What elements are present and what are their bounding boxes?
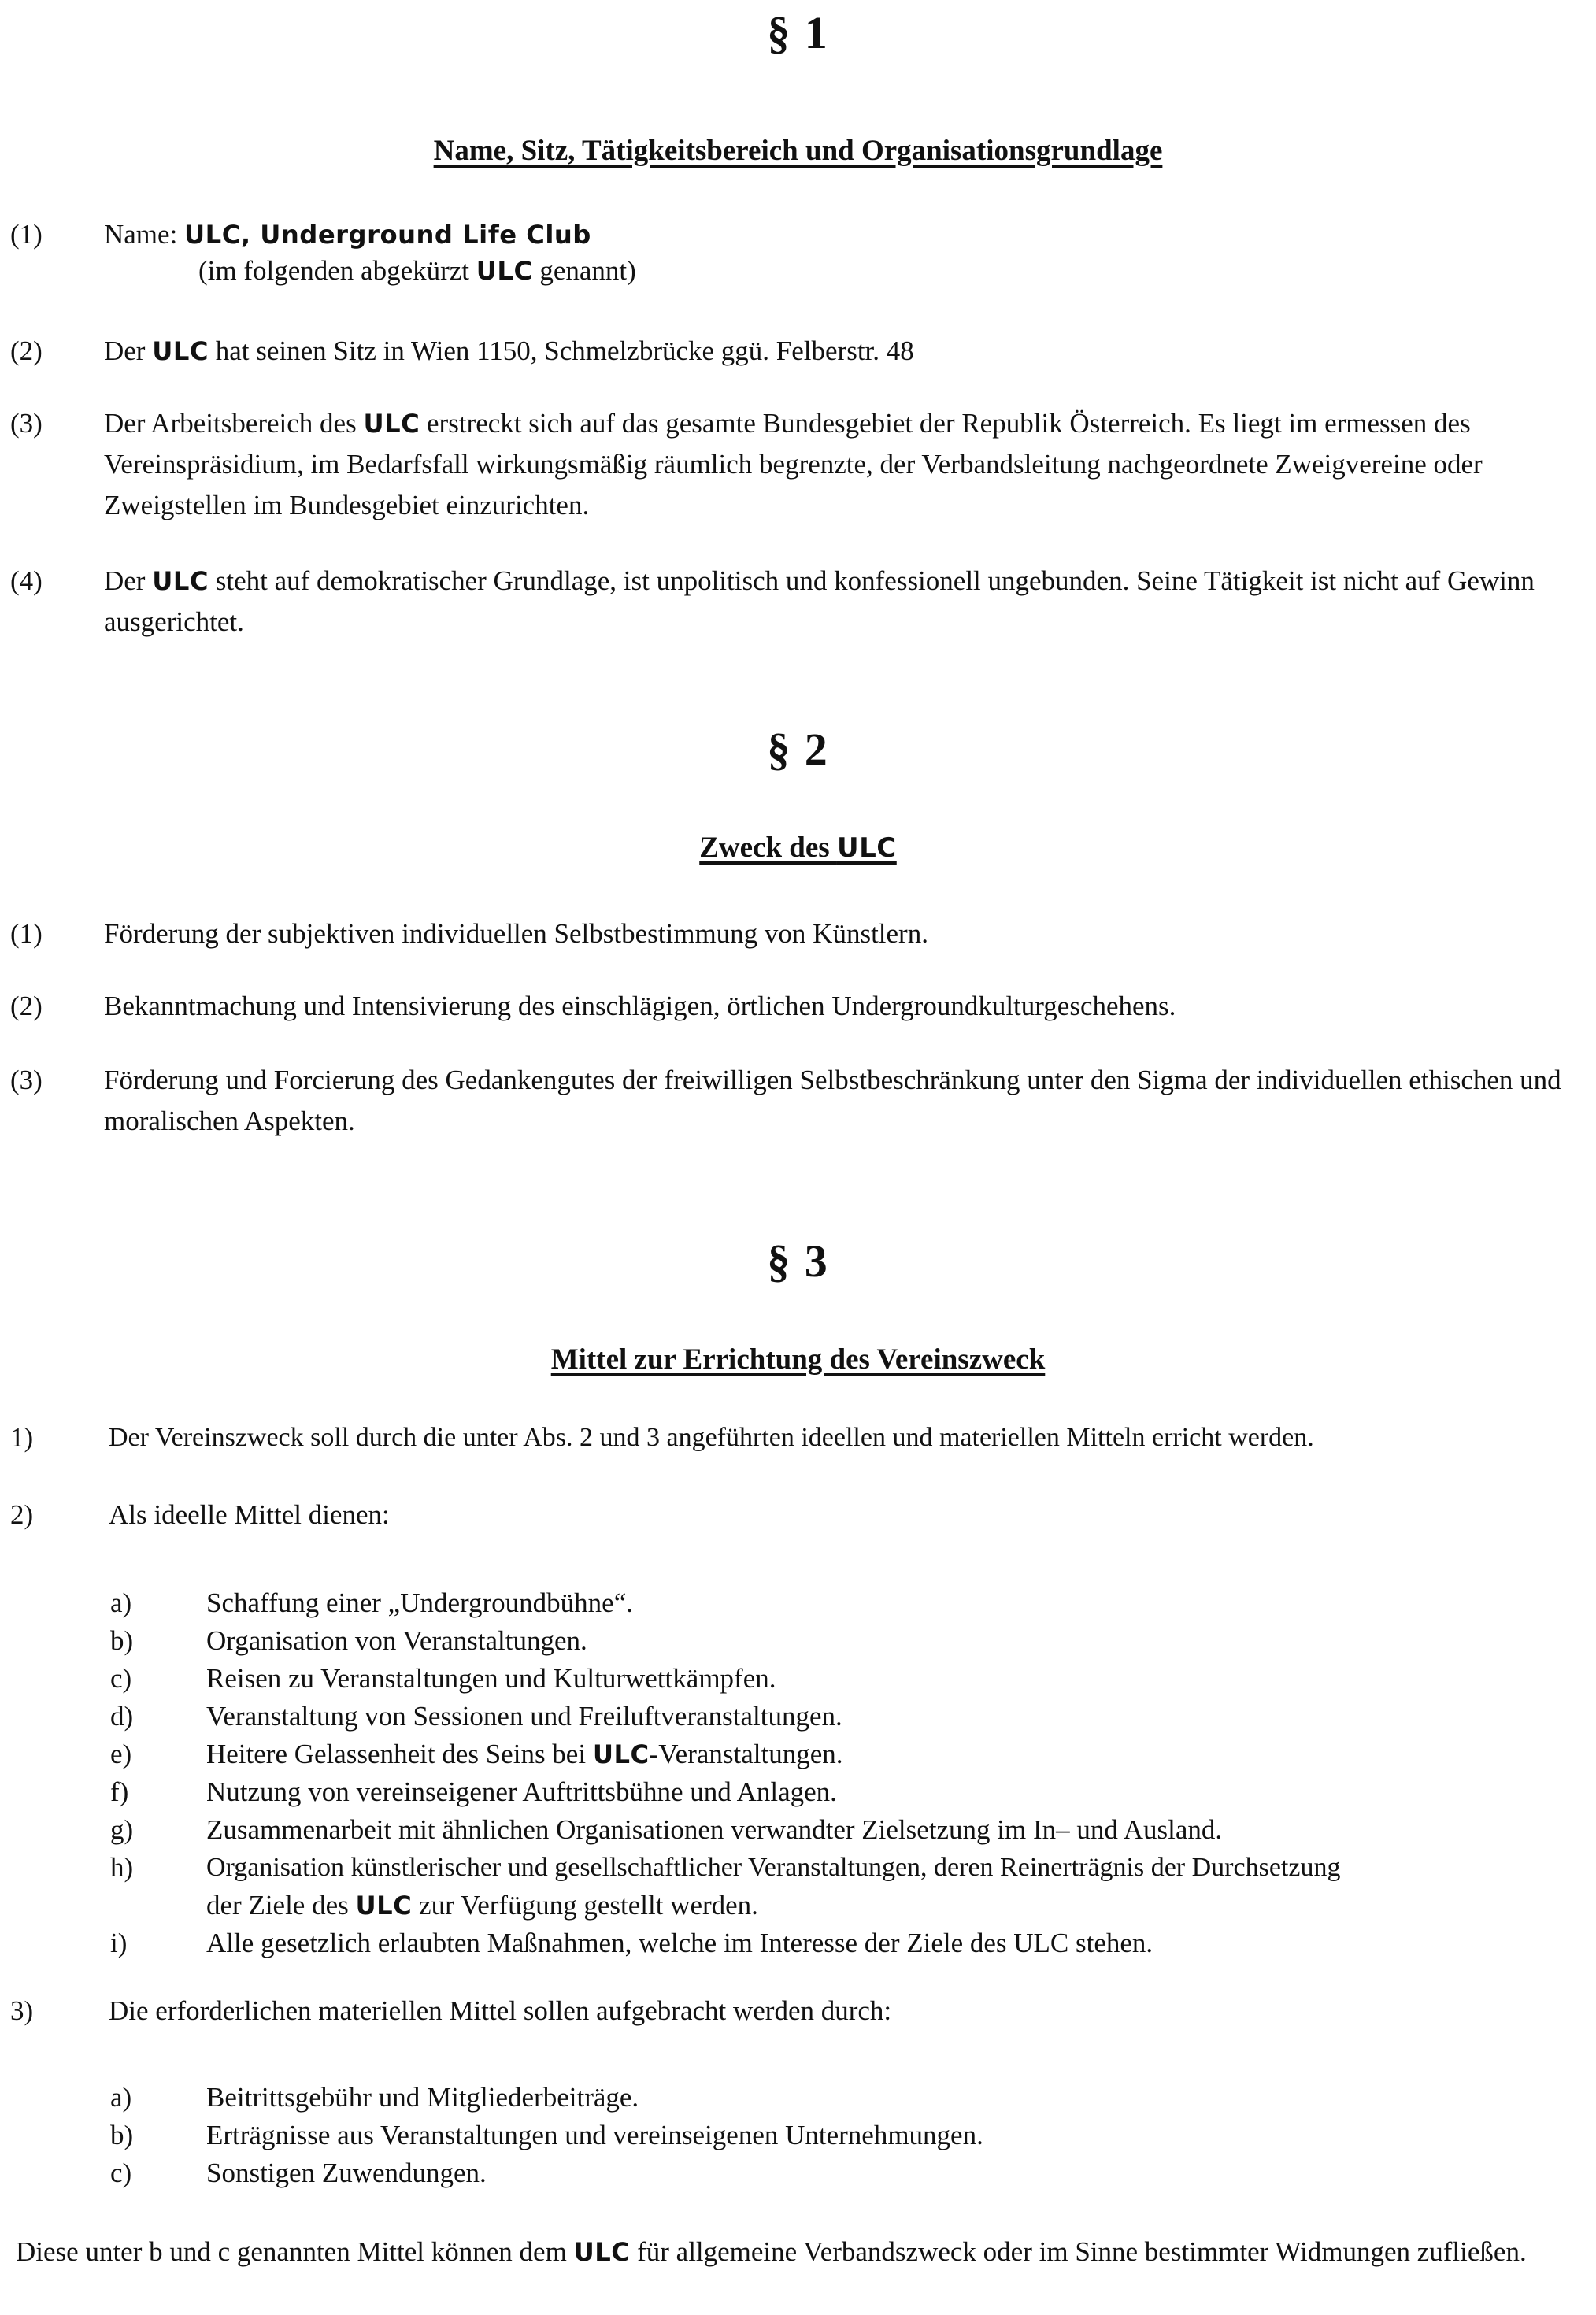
s1-item-1: (1) Name: ULC, Underground Life Club (im folgenden abgekürzt ULC genannt) [10,219,636,286]
materielle-item-a: a) Beitrittsgebühr und Mitgliederbeiträge. [110,2082,639,2113]
ideelle-list [0,1584,1596,1962]
ideelle-item-i: i) Alle gesetzlich erlaubten Maßnahmen, welche im Interesse der Ziele des ULC stehen. [110,1928,1153,1958]
ideelle-item-h: h) Organisation künstlerischer und gesellschaftlicher Veranstaltungen, deren Reinerträgnis der Durchsetzung der Ziele des ULC zur Verfügung gestellt werden. [110,1852,1341,1921]
ideelle-item-c: c) Reisen zu Veranstaltungen und Kulturwettkämpfen. [110,1663,776,1694]
section-3-sign: § 3 [767,1235,829,1287]
materielle-item-b: b) Erträgnisse aus Veranstaltungen und vereinseigenen Unternehmungen. [110,2120,983,2150]
section-1-heading: Name, Sitz, Tätigkeitsbereich und Organisationsgrundlage [433,135,1163,167]
section-1-sign: § 1 [767,7,829,58]
ideelle-item-g: g) Zusammenarbeit mit ähnlichen Organisationen verwandter Zielsetzung im In– und Ausland. [110,1814,1223,1845]
section-2-heading: Zweck des ULC [699,832,897,864]
ideelle-item-e: e) Heitere Gelassenheit des Seins bei ULC-Veranstaltungen. [110,1739,843,1769]
ideelle-item-a: a) Schaffung einer „Undergroundbühne“. [110,1587,634,1618]
ideelle-item-d: d) Veranstaltung von Sessionen und Freiluftveranstaltungen. [110,1701,842,1732]
closing-paragraph: Diese unter b und c genannten Mittel können dem ULC für allgemeine Verbandszweck oder im Sinne bestimmter Widmungen zufließen. [16,2236,1527,2267]
materielle-item-c: c) Sonstigen Zuwendungen. [110,2158,487,2188]
ideelle-item-b: b) Organisation von Veranstaltungen. [110,1625,587,1656]
section-2-sign: § 2 [767,724,829,775]
section-3-heading: Mittel zur Errichtung des Vereinszweck [550,1343,1046,1376]
ideelle-item-f: f) Nutzung von vereinseigener Auftrittsbühne und Anlagen. [110,1776,837,1807]
materielle-list [0,2079,1596,2192]
